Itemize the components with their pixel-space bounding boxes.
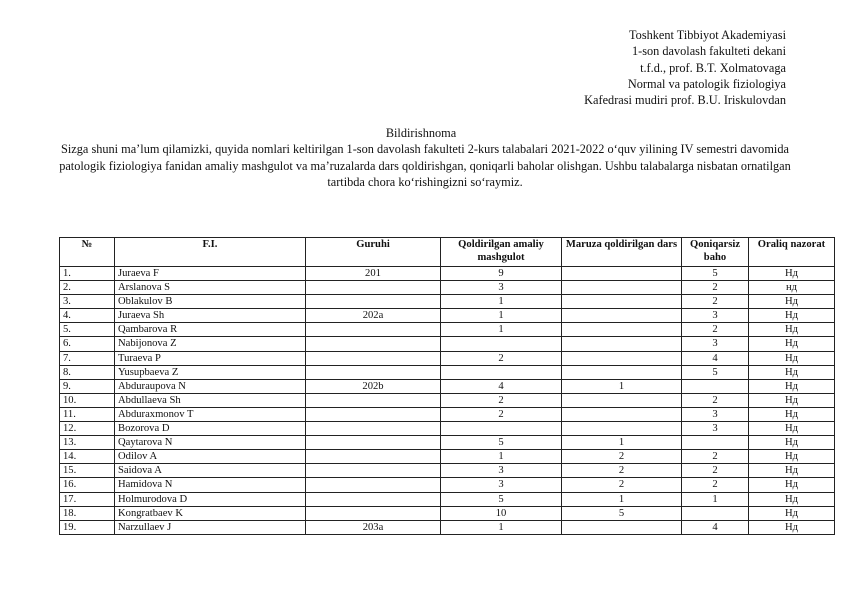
cell-name: Nabijonova Z — [115, 337, 306, 351]
cell-missed-practical: 1 — [441, 309, 562, 323]
cell-name: Qambarova R — [115, 323, 306, 337]
cell-missed-practical — [441, 365, 562, 379]
cell-missed-lecture: 2 — [562, 464, 682, 478]
cell-missed-practical: 1 — [441, 520, 562, 534]
cell-number: 12. — [60, 422, 115, 436]
cell-number: 4. — [60, 309, 115, 323]
cell-midterm: Нд — [749, 520, 835, 534]
cell-group: 202a — [306, 309, 441, 323]
cell-unsatisfactory: 3 — [682, 422, 749, 436]
cell-missed-practical: 4 — [441, 379, 562, 393]
cell-midterm: нд — [749, 281, 835, 295]
cell-group — [306, 295, 441, 309]
cell-midterm: Нд — [749, 393, 835, 407]
document-paragraph: Sizga shuni ma’lum qilamizki, quyida nomlari keltirilgan 1-son davolash fakulteti 2-kurs talabalari 2021-2022 o‘quv yilining IV semestri davomida patologik fiziologiya fanidan amaliy mashgulot va ma’ruzalarda dars qoldirishgan, qoniqarli baholar olishgan. Ushbu talabalarga nisbatan ornatilgan tartibda chora ko‘rishingizni so‘raymiz. — [59, 142, 791, 189]
cell-number: 5. — [60, 323, 115, 337]
cell-missed-lecture — [562, 281, 682, 295]
cell-name: Qaytarova N — [115, 436, 306, 450]
cell-name: Odilov A — [115, 450, 306, 464]
col-header-missed-practical: Qoldirilgan amaliy mashgulot — [441, 238, 562, 267]
cell-midterm: Нд — [749, 379, 835, 393]
cell-midterm: Нд — [749, 478, 835, 492]
cell-name: Juraeva F — [115, 267, 306, 281]
cell-name: Oblakulov B — [115, 295, 306, 309]
cell-midterm: Нд — [749, 267, 835, 281]
student-table — [59, 237, 835, 535]
cell-missed-lecture: 2 — [562, 478, 682, 492]
cell-unsatisfactory — [682, 506, 749, 520]
cell-missed-lecture: 2 — [562, 450, 682, 464]
cell-number: 17. — [60, 492, 115, 506]
cell-name: Bozorova D — [115, 422, 306, 436]
cell-group — [306, 506, 441, 520]
cell-name: Abdullaeva Sh — [115, 393, 306, 407]
cell-midterm: Нд — [749, 407, 835, 421]
cell-missed-lecture — [562, 520, 682, 534]
cell-number: 3. — [60, 295, 115, 309]
cell-number: 11. — [60, 407, 115, 421]
cell-number: 10. — [60, 393, 115, 407]
addressee-line: t.f.d., prof. B.T. Xolmatovaga — [640, 60, 786, 75]
cell-unsatisfactory — [682, 436, 749, 450]
cell-group — [306, 365, 441, 379]
cell-missed-lecture — [562, 337, 682, 351]
cell-unsatisfactory: 2 — [682, 478, 749, 492]
cell-group — [306, 492, 441, 506]
addressee-line: Kafedrasi mudiri prof. B.U. Iriskulovdan — [584, 93, 786, 108]
cell-name: Holmurodova D — [115, 492, 306, 506]
cell-unsatisfactory — [682, 379, 749, 393]
cell-unsatisfactory: 2 — [682, 464, 749, 478]
cell-unsatisfactory: 3 — [682, 337, 749, 351]
cell-midterm: Нд — [749, 295, 835, 309]
cell-group — [306, 450, 441, 464]
cell-midterm: Нд — [749, 436, 835, 450]
cell-missed-lecture: 1 — [562, 436, 682, 450]
table-row — [60, 351, 835, 365]
cell-group — [306, 281, 441, 295]
cell-missed-lecture: 1 — [562, 492, 682, 506]
cell-number: 2. — [60, 281, 115, 295]
cell-unsatisfactory: 4 — [682, 520, 749, 534]
cell-missed-lecture — [562, 422, 682, 436]
cell-unsatisfactory: 5 — [682, 365, 749, 379]
cell-missed-practical: 5 — [441, 492, 562, 506]
cell-group — [306, 323, 441, 337]
cell-group — [306, 464, 441, 478]
cell-missed-practical — [441, 422, 562, 436]
col-header-name: F.I. — [115, 238, 306, 267]
table-row — [60, 393, 835, 407]
cell-group — [306, 337, 441, 351]
cell-name: Hamidova N — [115, 478, 306, 492]
cell-group: 203a — [306, 520, 441, 534]
cell-number: 7. — [60, 351, 115, 365]
cell-group — [306, 436, 441, 450]
cell-midterm: Нд — [749, 337, 835, 351]
cell-name: Narzullaev J — [115, 520, 306, 534]
cell-name: Yusupbaeva Z — [115, 365, 306, 379]
cell-midterm: Нд — [749, 450, 835, 464]
cell-unsatisfactory: 2 — [682, 281, 749, 295]
cell-number: 15. — [60, 464, 115, 478]
cell-unsatisfactory: 2 — [682, 393, 749, 407]
cell-group — [306, 478, 441, 492]
cell-missed-lecture — [562, 323, 682, 337]
cell-missed-practical: 3 — [441, 464, 562, 478]
cell-midterm: Нд — [749, 464, 835, 478]
cell-group — [306, 422, 441, 436]
cell-missed-lecture — [562, 309, 682, 323]
cell-midterm: Нд — [749, 351, 835, 365]
cell-missed-practical: 2 — [441, 351, 562, 365]
table-row — [60, 295, 835, 309]
cell-group — [306, 393, 441, 407]
col-header-unsatisfactory: Qoniqarsiz baho — [682, 238, 749, 267]
cell-missed-lecture — [562, 365, 682, 379]
cell-number: 18. — [60, 506, 115, 520]
table-row — [60, 464, 835, 478]
cell-missed-practical: 9 — [441, 267, 562, 281]
cell-name: Arslanova S — [115, 281, 306, 295]
table-row — [60, 450, 835, 464]
col-header-group: Guruhi — [306, 238, 441, 267]
cell-unsatisfactory: 2 — [682, 295, 749, 309]
table-row — [60, 506, 835, 520]
cell-missed-practical: 3 — [441, 478, 562, 492]
cell-missed-practical: 1 — [441, 450, 562, 464]
cell-missed-practical: 3 — [441, 281, 562, 295]
cell-missed-lecture — [562, 295, 682, 309]
cell-missed-practical: 2 — [441, 393, 562, 407]
cell-unsatisfactory: 3 — [682, 407, 749, 421]
table-row — [60, 323, 835, 337]
col-header-missed-lecture: Maruza qoldirilgan dars — [562, 238, 682, 267]
cell-group — [306, 407, 441, 421]
cell-missed-lecture: 5 — [562, 506, 682, 520]
cell-missed-practical: 10 — [441, 506, 562, 520]
cell-group: 202b — [306, 379, 441, 393]
cell-number: 9. — [60, 379, 115, 393]
addressee-line: Normal va patologik fiziologiya — [627, 76, 786, 91]
cell-missed-practical — [441, 337, 562, 351]
cell-number: 8. — [60, 365, 115, 379]
cell-number: 19. — [60, 520, 115, 534]
cell-midterm: Нд — [749, 492, 835, 506]
cell-number: 6. — [60, 337, 115, 351]
cell-name: Saidova A — [115, 464, 306, 478]
table-row — [60, 281, 835, 295]
table-row — [60, 379, 835, 393]
document-title: Bildirishnoma — [385, 126, 457, 140]
cell-group — [306, 351, 441, 365]
cell-missed-practical: 1 — [441, 295, 562, 309]
table-row — [60, 520, 835, 534]
cell-unsatisfactory: 3 — [682, 309, 749, 323]
cell-missed-lecture — [562, 407, 682, 421]
cell-group: 201 — [306, 267, 441, 281]
col-header-midterm: Oraliq nazorat — [749, 238, 835, 267]
cell-unsatisfactory: 4 — [682, 351, 749, 365]
cell-number: 13. — [60, 436, 115, 450]
cell-missed-practical: 1 — [441, 323, 562, 337]
addressee-line: Toshkent Tibbiyot Akademiyasi — [629, 28, 786, 42]
cell-unsatisfactory: 2 — [682, 450, 749, 464]
cell-midterm: Нд — [749, 422, 835, 436]
cell-name: Turaeva P — [115, 351, 306, 365]
table-row — [60, 309, 835, 323]
cell-number: 1. — [60, 267, 115, 281]
cell-missed-lecture: 1 — [562, 379, 682, 393]
table-row — [60, 407, 835, 421]
cell-name: Juraeva Sh — [115, 309, 306, 323]
cell-name: Abduraxmonov T — [115, 407, 306, 421]
cell-number: 14. — [60, 450, 115, 464]
cell-unsatisfactory: 1 — [682, 492, 749, 506]
table-header-row — [60, 238, 835, 267]
table-row — [60, 492, 835, 506]
cell-missed-practical: 5 — [441, 436, 562, 450]
table-row — [60, 365, 835, 379]
cell-midterm: Нд — [749, 365, 835, 379]
table-row — [60, 436, 835, 450]
cell-unsatisfactory: 2 — [682, 323, 749, 337]
cell-number: 16. — [60, 478, 115, 492]
cell-midterm: Нд — [749, 323, 835, 337]
cell-midterm: Нд — [749, 309, 835, 323]
cell-missed-lecture — [562, 267, 682, 281]
addressee-line: 1-son davolash fakulteti dekani — [631, 44, 786, 59]
cell-missed-lecture — [562, 351, 682, 365]
table-row — [60, 337, 835, 351]
table-row — [60, 267, 835, 281]
cell-midterm: Нд — [749, 506, 835, 520]
addressee-block — [584, 27, 786, 108]
cell-unsatisfactory: 5 — [682, 267, 749, 281]
table-row — [60, 422, 835, 436]
table-row — [60, 478, 835, 492]
cell-missed-lecture — [562, 393, 682, 407]
cell-missed-practical: 2 — [441, 407, 562, 421]
cell-name: Kongratbaev K — [115, 506, 306, 520]
col-header-number: № — [60, 238, 115, 267]
cell-name: Abduraupova N — [115, 379, 306, 393]
